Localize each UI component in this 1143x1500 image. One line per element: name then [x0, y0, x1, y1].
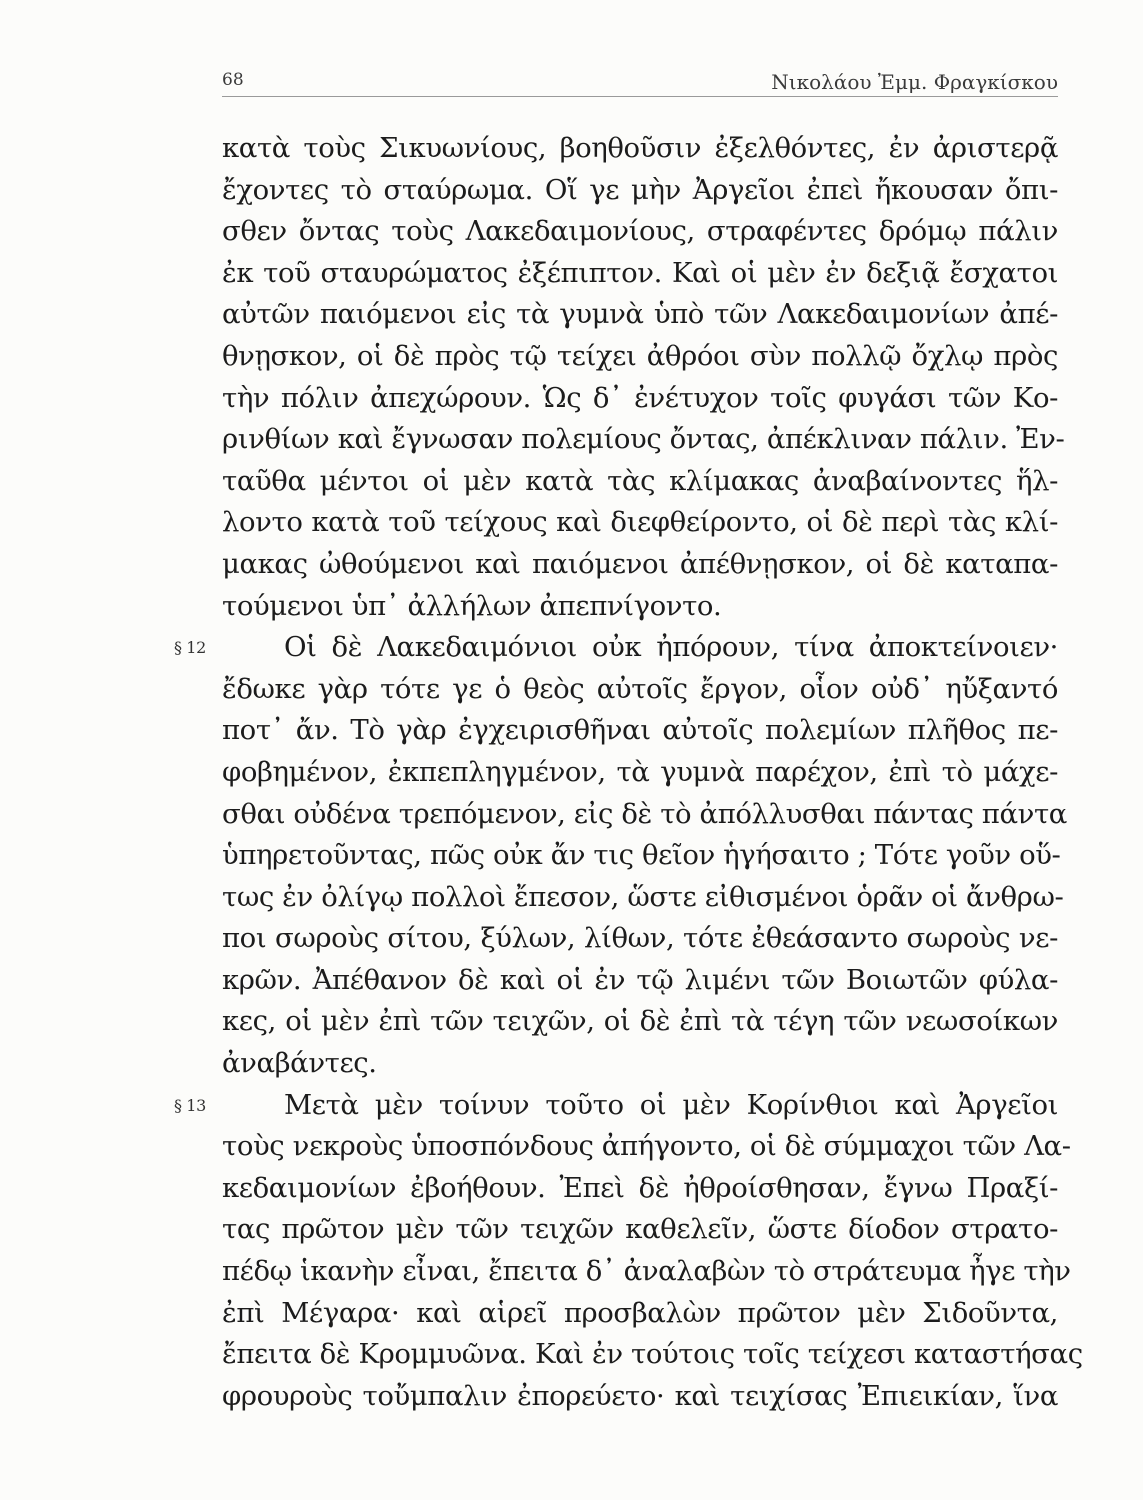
text-line: ἔπειτα δὲ Κρομμυῶνα. Καὶ ἐν τούτοις τοῖς τείχεσι καταστήσας	[222, 1338, 1083, 1371]
text-line: ρινθίων καὶ ἔγνωσαν πολεμίους ὄντας, ἀπέκλιναν πάλιν. Ἐν-	[222, 423, 1065, 456]
section-mark-12: § 12	[174, 638, 206, 658]
text-line: κες, οἱ μὲν ἐπὶ τῶν τειχῶν, οἱ δὲ ἐπὶ τὰ τέγη τῶν νεωσοίκων	[222, 1005, 1058, 1038]
text-line: κατὰ τοὺς Σικυωνίους, βοηθοῦσιν ἐξελθόντες, ἐν ἀριστερᾷ	[222, 132, 1058, 164]
text-line: φοβημένον, ἐκπεπληγμένον, τὰ γυμνὰ παρέχον, ἐπὶ τὸ μάχε-	[222, 755, 1058, 788]
text-line: τὴν πόλιν ἀπεχώρουν. Ὡς δ᾽ ἐνέτυχον τοῖς φυγάσι τῶν Κο-	[222, 381, 1058, 414]
text-line: ἐπὶ Μέγαρα· καὶ αἱρεῖ προσβαλὼν πρῶτον μὲν Σιδοῦντα,	[222, 1296, 1058, 1329]
text-line: ἐκ τοῦ σταυρώματος ἐξέπιπτον. Καὶ οἱ μὲν ἐν δεξιᾷ ἔσχατοι	[222, 256, 1058, 289]
text-line: ταῦθα μέντοι οἱ μὲν κατὰ τὰς κλίμακας ἀναβαίνοντες ἥλ-	[222, 464, 1058, 497]
text-line: τως ἐν ὀλίγῳ πολλοὶ ἔπεσον, ὥστε εἰθισμένοι ὁρᾶν οἱ ἄνθρω-	[222, 880, 1064, 913]
text-line: ἔχοντες τὸ σταύρωμα. Οἵ γε μὴν Ἀργεῖοι ἐπεὶ ἤκουσαν ὄπι-	[222, 173, 1058, 206]
section-mark-13: § 13	[174, 1095, 206, 1115]
text-line: μακας ὠθούμενοι καὶ παιόμενοι ἀπέθνῃσκον, οἱ δὲ καταπα-	[222, 547, 1058, 580]
text-line: σθαι οὐδένα τρεπόμενον, εἰς δὲ τὸ ἀπόλλυσθαι πάντας πάντα	[222, 797, 1067, 830]
page-number: 68	[222, 70, 244, 90]
text-line: τούμενοι ὑπ᾽ ἀλλήλων ἀπεπνίγοντο.	[222, 589, 722, 622]
text-line: τας πρῶτον μὲν τῶν τειχῶν καθελεῖν, ὥστε δίοδον στρατο-	[222, 1213, 1058, 1246]
running-head-author: Νικολάου Ἐμμ. Φραγκίσκου	[771, 70, 1058, 94]
text-line-section-13	[174, 1085, 1058, 1127]
text-line: αὐτῶν παιόμενοι εἰς τὰ γυμνὰ ὑπὸ τῶν Λακεδαιμονίων ἀπέ-	[222, 298, 1058, 331]
text-line: θνῃσκον, οἱ δὲ πρὸς τῷ τείχει ἀθρόοι σὺν πολλῷ ὄχλῳ πρὸς	[222, 339, 1058, 372]
text-line: Μετὰ μὲν τοίνυν τοῦτο οἱ μὲν Κορίνθιοι καὶ Ἀργεῖοι	[284, 1088, 1058, 1121]
text-line: φρουροὺς τοὔμπαλιν ἐπορεύετο· καὶ τειχίσας Ἐπιεικίαν, ἵνα	[222, 1379, 1058, 1412]
body-text	[174, 128, 1083, 1417]
text-line: κεδαιμονίων ἐβοήθουν. Ἐπεὶ δὲ ἠθροίσθησαν, ἔγνω Πραξί-	[222, 1171, 1058, 1204]
text-line: σθεν ὄντας τοὺς Λακεδαιμονίους, στραφέντες δρόμῳ πάλιν	[222, 215, 1058, 248]
text-line: Οἱ δὲ Λακεδαιμόνιοι οὐκ ἠπόρουν, τίνα ἀποκτείνοιεν·	[284, 631, 1058, 664]
running-head	[222, 62, 1058, 97]
text-line: ποτ᾽ ἄν. Τὸ γὰρ ἐγχειρισθῆναι αὐτοῖς πολεμίων πλῆθος πε-	[222, 714, 1058, 747]
text-line: ἀναβάντες.	[222, 1047, 377, 1080]
text-line: κρῶν. Ἀπέθανον δὲ καὶ οἱ ἐν τῷ λιμένι τῶν Βοιωτῶν φύλα-	[222, 963, 1058, 996]
text-line: ὑπηρετοῦντας, πῶς οὐκ ἄν τις θεῖον ἡγήσαιτο ; Τότε γοῦν οὕ-	[222, 839, 1061, 872]
text-line: τοὺς νεκροὺς ὑποσπόνδους ἀπήγοντο, οἱ δὲ σύμμαχοι τῶν Λα-	[222, 1130, 1071, 1163]
text-line-section-12	[174, 627, 1058, 669]
text-line: ποι σωροὺς σίτου, ξύλων, λίθων, τότε ἐθεάσαντο σωροὺς νε-	[222, 922, 1058, 955]
text-line: ἔδωκε γὰρ τότε γε ὁ θεὸς αὐτοῖς ἔργον, οἷον οὐδ᾽ ηὔξαντό	[222, 672, 1058, 705]
text-line: λοντο κατὰ τοῦ τείχους καὶ διεφθείροντο, οἱ δὲ περὶ τὰς κλί-	[222, 506, 1058, 539]
text-line: πέδῳ ἱκανὴν εἶναι, ἔπειτα δ᾽ ἀναλαβὼν τὸ στράτευμα ἦγε τὴν	[222, 1255, 1071, 1288]
